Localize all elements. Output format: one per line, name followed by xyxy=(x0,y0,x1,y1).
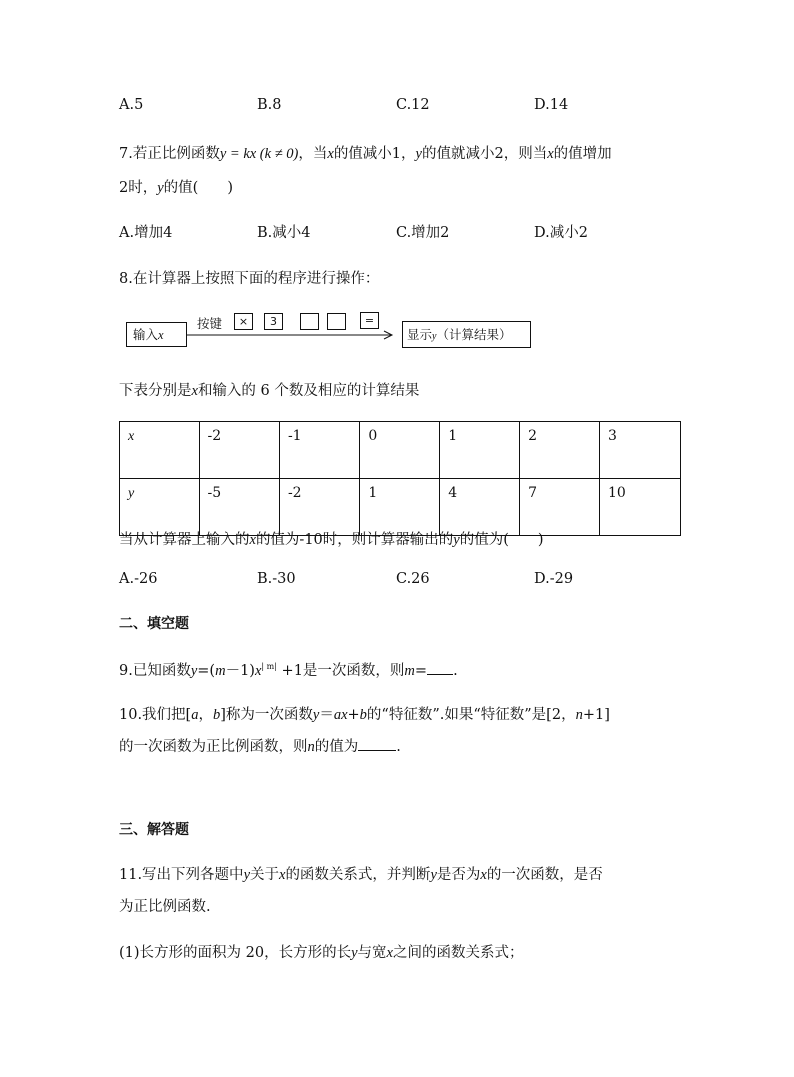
q11-subquestion-1: (1)长方形的面积为 20，长方形的长y与宽x之间的函数关系式； xyxy=(119,945,524,961)
flow-output-box: 显示y（计算结果） xyxy=(402,321,531,348)
table-cell: 4 xyxy=(440,479,520,536)
q6-options xyxy=(119,97,679,117)
table-cell: y xyxy=(120,479,200,536)
table-cell: 1 xyxy=(360,479,440,536)
section-heading-solve: 三、解答题 xyxy=(119,822,189,838)
flow-arrow xyxy=(187,330,399,342)
table-cell: x xyxy=(120,422,200,479)
q8-option-b: B.-30 xyxy=(257,571,296,587)
q8-option-a: A.-26 xyxy=(119,571,158,587)
table-row-y xyxy=(120,479,681,536)
flow-input-box: 输入x xyxy=(126,322,187,347)
q8-option-d: D.-29 xyxy=(534,571,574,587)
table-cell: 1 xyxy=(440,422,520,479)
table-cell: 2 xyxy=(520,422,600,479)
q8-option-c: C.26 xyxy=(396,571,430,587)
q7-option-c: C.增加2 xyxy=(396,225,450,241)
table-cell: 7 xyxy=(520,479,600,536)
key-equals: = xyxy=(360,312,379,329)
q7-stem-line2: 2时，y的值( ) xyxy=(119,180,233,196)
q11-stem-line2: 为正比例函数. xyxy=(119,899,211,915)
key-three: 3 xyxy=(264,313,283,330)
key-blank-1 xyxy=(300,313,319,330)
q6-option-c: C.12 xyxy=(396,97,430,113)
q7-stem: 7.若正比例函数y = kx (k ≠ 0)，当x的值减小1，y的值就减小2，则当x的值增加 xyxy=(119,146,612,162)
q7-formula: y = kx (k ≠ 0) xyxy=(219,146,299,162)
q11-stem: 11.写出下列各题中y关于x的函数关系式，并判断y是否为x的一次函数，是否 xyxy=(119,867,603,883)
table-cell: -2 xyxy=(199,422,279,479)
section-heading-fill-in: 二、填空题 xyxy=(119,616,189,632)
table-cell: -5 xyxy=(199,479,279,536)
q7-option-a: A.增加4 xyxy=(119,225,173,241)
key-blank-2 xyxy=(327,313,346,330)
q7-options xyxy=(119,221,679,241)
q10-stem-line2: 的一次函数为正比例函数，则n的值为 . xyxy=(119,735,401,756)
q6-option-d: D.14 xyxy=(534,97,569,113)
q8-question: 当从计算器上输入的x的值为-10时，则计算器输出的y的值为( ) xyxy=(119,532,544,548)
table-cell: -2 xyxy=(279,479,359,536)
table-cell: 3 xyxy=(599,422,680,479)
table-cell: 0 xyxy=(360,422,440,479)
q9-stem: 9.已知函数$y=(m-1)x^{| m|} +1$是一次函数，则m= . xyxy=(119,659,458,680)
table-cell: -1 xyxy=(279,422,359,479)
table-cell: 10 xyxy=(599,479,680,536)
key-multiply: × xyxy=(234,313,253,330)
q7-option-b: B.减小4 xyxy=(257,225,311,241)
q7-option-d: D.减小2 xyxy=(534,225,588,241)
q6-option-b: B.8 xyxy=(257,97,282,113)
flow-keys-label: 按键 xyxy=(197,316,223,331)
q9-answer-blank xyxy=(427,660,453,675)
q10-stem: 10.我们把[a，b]称为一次函数y＝ax+b的“特征数”.如果“特征数”是[2，n+1] xyxy=(119,707,610,723)
q8-options xyxy=(119,571,679,591)
q8-table-caption: 下表分别是x和输入的 6 个数及相应的计算结果 xyxy=(119,383,420,399)
q8-data-table xyxy=(119,421,681,536)
table-row-x xyxy=(120,422,681,479)
q10-answer-blank xyxy=(358,736,396,751)
q8-intro: 8.在计算器上按照下面的程序进行操作： xyxy=(119,271,380,287)
q6-option-a: A.5 xyxy=(119,97,144,113)
